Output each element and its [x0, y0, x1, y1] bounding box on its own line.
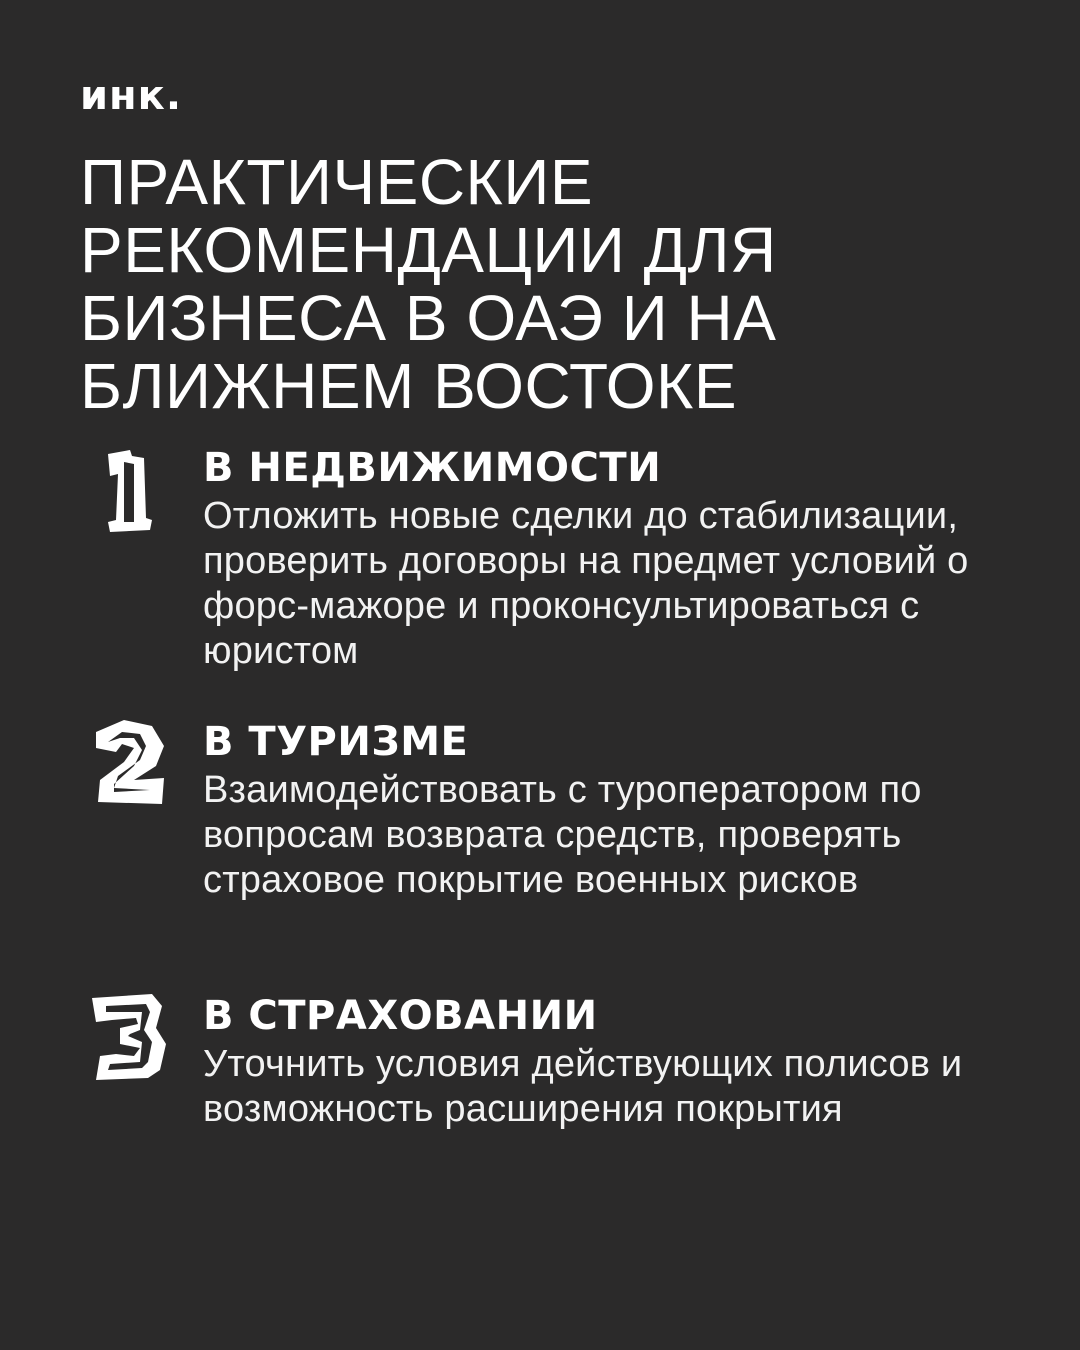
number-badge-3	[90, 992, 170, 1082]
title-line: БЛИЖНЕМ ВОСТОКЕ	[80, 350, 737, 422]
title-line: ПРАКТИЧЕСКИЕ	[80, 146, 593, 218]
number-badge-2	[90, 718, 170, 808]
item-description: Взаимодействовать с туроператором по вопросам возврата средств, проверять страховое покрытие военных рисков	[203, 769, 922, 901]
item-description: Отложить новые сделки до стабилизации, проверить договоры на предмет условий о форс-мажоре и проконсультироваться с юристом	[203, 495, 969, 672]
page-title	[80, 148, 1020, 420]
brand-logo: инк.	[80, 73, 183, 119]
number-badge-1	[90, 444, 170, 534]
number-2-glyph	[90, 718, 170, 808]
title-line: РЕКОМЕНДАЦИИ ДЛЯ	[80, 214, 777, 286]
number-3-glyph	[90, 992, 170, 1082]
number-1-glyph	[90, 444, 170, 534]
item-heading: В СТРАХОВАНИИ	[203, 993, 598, 1039]
item-heading: В ТУРИЗМЕ	[203, 719, 469, 765]
item-description: Уточнить условия действующих полисов и возможность расширения покрытия	[203, 1043, 963, 1130]
title-line: БИЗНЕСА В ОАЭ И НА	[80, 282, 777, 354]
item-heading: В НЕДВИЖИМОСТИ	[203, 445, 662, 491]
